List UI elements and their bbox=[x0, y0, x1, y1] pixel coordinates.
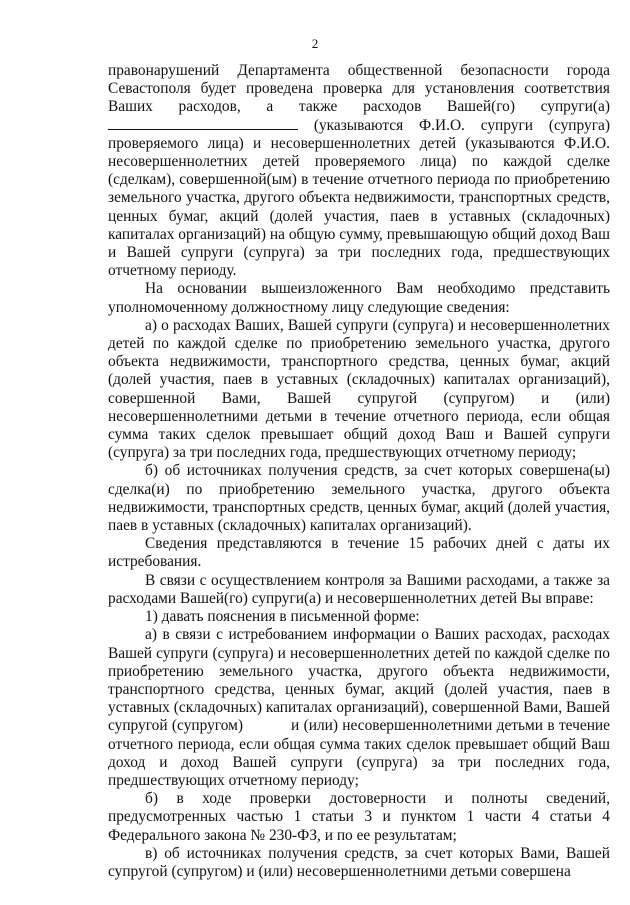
paragraph-text: правонарушений Департамента общественной безопасности города Севастополя будет проведена проверка для установления соответствия Ваших расходов, а также расходов Вашей(го) супруги(а) bbox=[108, 62, 610, 116]
paragraph-required-info: На основании вышеизложенного Вам необходимо представить уполномоченному должностному лицу следующие сведения: bbox=[108, 280, 610, 316]
paragraph-right-1b: б) в ходе проверки достоверности и полноты сведений, предусмотренных частью 1 статьи 3 и пунктом 1 части 4 статьи 4 Федерального закона № 230-ФЗ, и по ее результатам; bbox=[108, 790, 610, 844]
paragraph-right-1c: в) об источниках получения средств, за счет которых Вами, Вашей супругой (супругом) и (или) несовершеннолетними детьми совершена bbox=[108, 844, 610, 880]
paragraph-item-b-sources: б) об источниках получения средств, за счет которых совершена(ы) сделка(и) по приобретению земельного участка, другого объекта недвижимости, транспортных средств, ценных бумаг, акций (долей участия, паев в уставных (складочных) капиталах организаций). bbox=[108, 462, 610, 535]
paragraph-verification-notice bbox=[108, 62, 610, 280]
paragraph-deadline: Сведения представляются в течение 15 рабочих дней с даты их истребования. bbox=[108, 535, 610, 571]
paragraph-item-a-expenses: а) о расходах Ваших, Вашей супруги (супруга) и несовершеннолетних детей по каждой сделке по приобретению земельного участка, другого объекта недвижимости, транспортного средства, ценных бумаг, акций (долей участия, паев в уставных (складочных) капиталах организаций), совершенной Вами, Вашей супругой (супругом) и (или) несовершеннолетними детьми в течение отчетного периода, если общая сумма таких сделок превышает общий доход Ваш и Вашей супруги (супруга) за три последних года, предшествующих отчетному периоду; bbox=[108, 316, 610, 462]
document-body bbox=[108, 62, 610, 881]
paragraph-text: а) в связи с истребованием информации о Ваших расходах, расходах Вашей супруги (супруга) и несовершеннолетних детей по каждой сделке по приобретению земельного участка, другого объекта недвижимости, транспортного средства, ценных бумаг, акций (долей участия, паев в уставных (складочных) капиталах организаций), совершенной Вами, Вашей супругой (супругом) bbox=[108, 626, 610, 735]
paragraph-text: (указываются Ф.И.О. супруги (супруга) проверяемого лица) и несовершеннолетних детей (указываются Ф.И.О. несовершеннолетних детей проверяемого лица) по каждой сделке (сделкам), совершенной(ым) в течение отчетного периода по приобретению земельного участка, другого объекта недвижимости, транспортных средств, ценных бумаг, акций (долей участия, паев в уставных (складочных) капиталах организаций) на общую сумму, превышающую общий доход Ваш и Вашей супруги (супруга) за три последних года, предшествующих отчетному периоду. bbox=[108, 116, 610, 280]
page-number: 2 bbox=[311, 36, 319, 51]
paragraph-rights-intro: В связи с осуществлением контроля за Вашими расходами, а также за расходами Вашей(го) супруги(а) и несовершеннолетних детей Вы вправе: bbox=[108, 571, 610, 607]
paragraph-text: и (или) несовершеннолетними детьми в течение отчетного периода, если общая сумма таких сделок превышает общий Ваш доход и доход Вашей супруги (супруга) за три последних года, предшествующих отчетному периоду; bbox=[108, 717, 611, 789]
paragraph-right-1: 1) давать пояснения в письменной форме: bbox=[145, 608, 420, 626]
paragraph-right-1a bbox=[108, 626, 610, 790]
spouse-name-blank-line bbox=[108, 117, 298, 130]
